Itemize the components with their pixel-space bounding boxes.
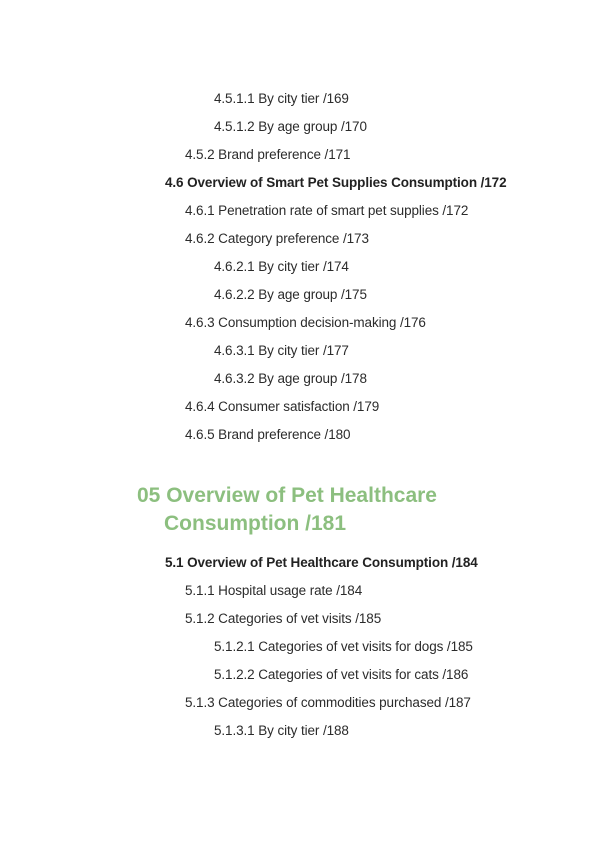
toc-entry[interactable]: 4.5.1.1 By city tier /169 <box>214 91 349 106</box>
toc-entry[interactable]: 4.6.2.2 By age group /175 <box>214 287 367 302</box>
toc-section-heading[interactable]: 5.1 Overview of Pet Healthcare Consumption /184 <box>165 555 478 570</box>
chapter-heading[interactable] <box>137 482 437 538</box>
toc-entry[interactable]: 4.6.3.1 By city tier /177 <box>214 343 349 358</box>
toc-entry[interactable]: 5.1.2 Categories of vet visits /185 <box>185 611 382 626</box>
toc-entry[interactable]: 4.6.2.1 By city tier /174 <box>214 259 349 274</box>
toc-section-heading[interactable]: 4.6 Overview of Smart Pet Supplies Consumption /172 <box>165 175 507 190</box>
toc-entry[interactable]: 4.6.3 Consumption decision-making /176 <box>185 315 426 330</box>
toc-entry[interactable]: 5.1.3.1 By city tier /188 <box>214 723 349 738</box>
toc-entry[interactable]: 5.1.2.1 Categories of vet visits for dogs /185 <box>214 639 473 654</box>
toc-entry[interactable]: 4.5.1.2 By age group /170 <box>214 119 367 134</box>
toc-entry[interactable]: 5.1.1 Hospital usage rate /184 <box>185 583 363 598</box>
toc-entry[interactable]: 5.1.3 Categories of commodities purchased /187 <box>185 695 471 710</box>
toc-entry[interactable]: 5.1.2.2 Categories of vet visits for cats /186 <box>214 667 469 682</box>
toc-entry[interactable]: 4.6.2 Category preference /173 <box>185 231 369 246</box>
toc-entry[interactable]: 4.6.3.2 By age group /178 <box>214 371 367 386</box>
toc-entry[interactable]: 4.6.5 Brand preference /180 <box>185 427 351 442</box>
toc-entry[interactable]: 4.6.1 Penetration rate of smart pet supplies /172 <box>185 203 469 218</box>
chapter-title-line1: 05 Overview of Pet Healthcare <box>137 484 437 507</box>
toc-entry[interactable]: 4.5.2 Brand preference /171 <box>185 147 351 162</box>
chapter-title-line2: Consumption /181 <box>164 512 347 535</box>
toc-entry[interactable]: 4.6.4 Consumer satisfaction /179 <box>185 399 380 414</box>
